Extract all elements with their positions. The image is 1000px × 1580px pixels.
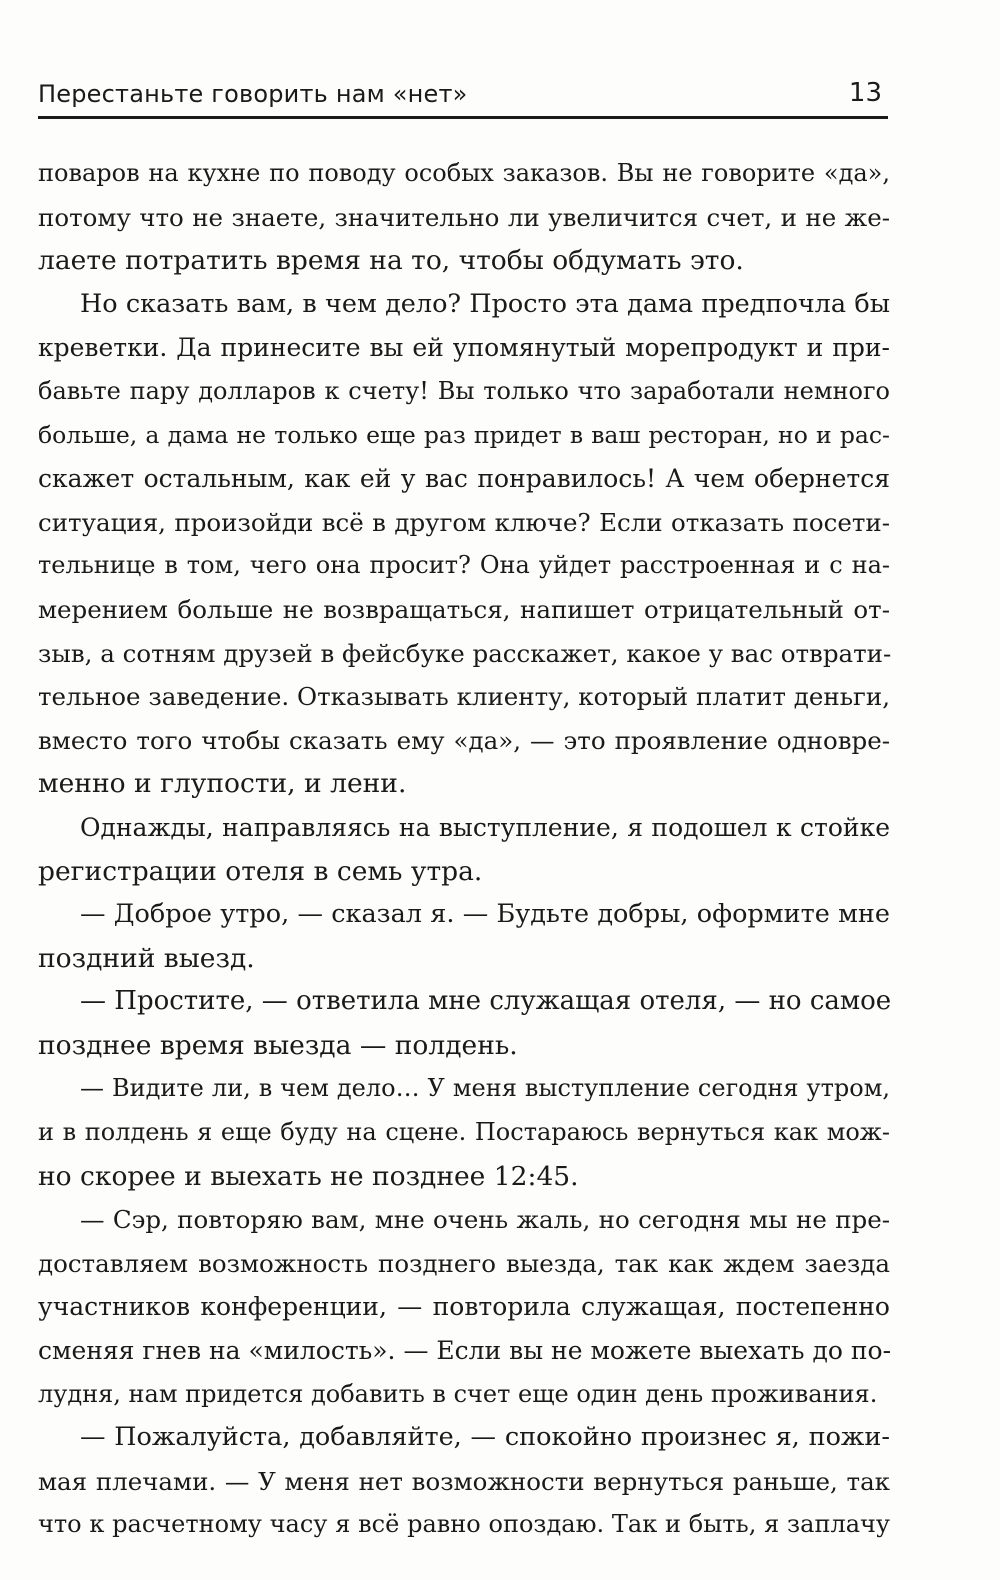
text-line: — Доброе утро, — сказал я. — Будьте добры, оформите мне — [80, 899, 890, 930]
text-line: менно и глупости, и лени. — [38, 768, 407, 800]
page-number: 13 — [848, 78, 882, 108]
text-line: — Видите ли, в чем дело… У меня выступление сегодня утром, — [80, 1074, 890, 1103]
text-line: тельное заведение. Отказывать клиенту, который платит деньги, — [38, 682, 890, 712]
text-line: ситуация, произойди всё в другом ключе? Если отказать посети- — [38, 507, 890, 537]
text-line: потому что не знаете, значительно ли увеличится счет, и не же- — [38, 202, 890, 232]
text-line: вместо того чтобы сказать ему «да», — это проявление одновре- — [38, 725, 890, 755]
text-line: участников конференции, — повторила служащая, постепенно — [38, 1292, 890, 1322]
text-line: бавьте пару долларов к счету! Вы только что заработали немного — [38, 376, 890, 405]
text-line: позднее время выезда — полдень. — [38, 1029, 518, 1061]
text-line: — Пожалуйста, добавляйте, — спокойно произнес я, пожи- — [80, 1422, 890, 1453]
text-line: зыв, а сотням друзей в фейсбуке расскажет, какое у вас отврати- — [38, 638, 892, 668]
text-line: тельнице в том, чего она просит? Она уйдет расстроенная и с на- — [38, 551, 890, 580]
text-line: Но сказать вам, в чем дело? Просто эта дама предпочла бы — [80, 288, 890, 319]
text-line: мерением больше не возвращаться, напишет отрицательный от- — [38, 594, 890, 624]
text-line: мая плечами. — У меня нет возможности вернуться раньше, так — [38, 1466, 890, 1496]
body-text — [38, 152, 890, 1547]
text-line: Однажды, направляясь на выступление, я подошел к стойке — [80, 812, 890, 842]
text-line: креветки. Да принесите вы ей упомянутый морепродукт и при- — [38, 333, 890, 363]
text-line: — Простите, — ответила мне служащая отеля, — но самое — [80, 986, 892, 1017]
text-line: регистрации отеля в семь утра. — [38, 855, 483, 887]
text-line: поздний выезд. — [38, 942, 255, 974]
text-line: скажет остальным, как ей у вас понравилось! А чем обернется — [38, 464, 890, 494]
text-line: что к расчетному часу я всё равно опоздаю. Так и быть, я заплачу — [38, 1510, 890, 1539]
text-line: лудня, нам придется добавить в счет еще один день проживания. — [38, 1379, 878, 1408]
text-line: и в полдень я еще буду на сцене. Постараюсь вернуться как мож- — [38, 1118, 890, 1147]
text-line: — Сэр, повторяю вам, мне очень жаль, но сегодня мы не пре- — [80, 1205, 890, 1235]
text-line: сменяя гнев на «милость». — Если вы не можете выехать до по- — [38, 1336, 892, 1366]
text-line: лаете потратить время на то, чтобы обдумать это. — [38, 245, 744, 277]
text-line: но скорее и выехать не позднее 12:45. — [38, 1160, 579, 1192]
running-title: Перестаньте говорить нам «нет» — [38, 80, 468, 108]
text-line: доставляем возможность позднего выезда, так как ждем заезда — [38, 1248, 890, 1278]
running-header — [38, 76, 888, 119]
text-line: поваров на кухне по поводу особых заказов. Вы не говорите «да», — [38, 159, 890, 187]
text-line: больше, а дама не только еще раз придет в ваш ресторан, но и рас- — [38, 420, 890, 449]
